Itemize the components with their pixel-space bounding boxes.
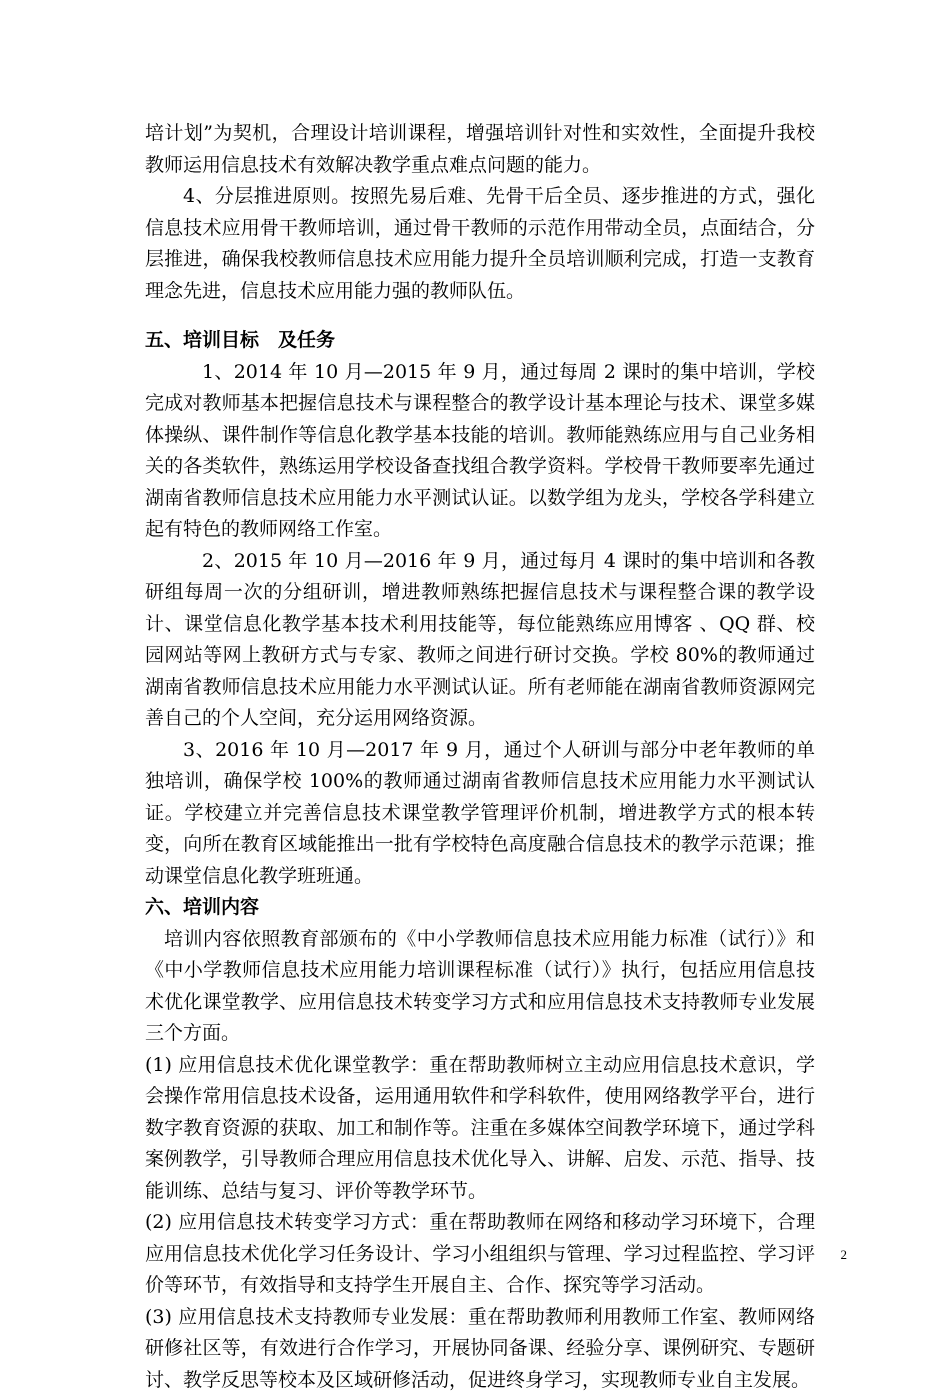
spacer — [145, 307, 815, 325]
document-page — [145, 118, 815, 1396]
section-6-item-3: (3) 应用信息技术支持教师专业发展：重在帮助教师利用教师工作室、教师网络研修社区等，有效进行合作学习，开展协同备课、经验分享、课例研究、专题研讨、教学反思等校本及区域研修活动，促进终身学习，实现教师专业自主发展。 — [145, 1302, 815, 1396]
section-6-item-2: (2) 应用信息技术转变学习方式：重在帮助教师在网络和移动学习环境下，合理应用信息技术优化学习任务设计、学习小组组织与管理、学习过程监控、学习评价等环节，有效指导和支持学生开展自主、合作、探究等学习活动。 — [145, 1207, 815, 1302]
section-6-item-1: (1) 应用信息技术优化课堂教学：重在帮助教师树立主动应用信息技术意识，学会操作常用信息技术设备，运用通用软件和学科软件，使用网络教学平台，进行数字教育资源的获取、加工和制作等。注重在多媒体空间教学环境下，通过学科案例教学，引导教师合理应用信息技术优化导入、讲解、启发、示范、指导、技能训练、总结与复习、评价等教学环节。 — [145, 1050, 815, 1208]
section-6-heading: 六、培训内容 — [145, 892, 815, 924]
section-5-item-1: 1、2014 年 10 月—2015 年 9 月，通过每周 2 课时的集中培训，学校完成对教师基本把握信息技术与课程整合的教学设计基本理论与技术、课堂多媒体操纵、课件制作等信息化教学基本技能的培训。教师能熟练应用与自己业务相关的各类软件，熟练运用学校设备查找组合教学资料。学校骨干教师要率先通过湖南省教师信息技术应用能力水平测试认证。以数学组为龙头，学校各学科建立起有特色的教师网络工作室。 — [145, 357, 815, 546]
paragraph-continued: 培计划”为契机，合理设计培训课程，增强培训针对性和实效性，全面提升我校教师运用信息技术有效解决教学重点难点问题的能力。 — [145, 118, 815, 181]
section-6-intro: 培训内容依照教育部颁布的《中小学教师信息技术应用能力标准（试行）》和《中小学教师信息技术应用能力培训课程标准（试行）》执行，包括应用信息技术优化课堂教学、应用信息技术转变学习方式和应用信息技术支持教师专业发展三个方面。 — [145, 924, 815, 1050]
paragraph-principle-4: 4、分层推进原则。按照先易后难、先骨干后全员、逐步推进的方式，强化信息技术应用骨干教师培训，通过骨干教师的示范作用带动全员，点面结合，分层推进，确保我校教师信息技术应用能力提升全员培训顺利完成，打造一支教育理念先进，信息技术应用能力强的教师队伍。 — [145, 181, 815, 307]
section-5-heading: 五、培训目标 及任务 — [145, 325, 815, 357]
page-number: 2 — [841, 1247, 848, 1263]
section-5-item-2: 2、2015 年 10 月—2016 年 9 月，通过每月 4 课时的集中培训和各教研组每周一次的分组研训，增进教师熟练把握信息技术与课程整合课的教学设计、课堂信息化教学基本技术利用技能等，每位能熟练应用博客 、QQ 群、校园网站等网上教研方式与专家、教师之间进行研讨交换。学校 80%的教师通过湖南省教师信息技术应用能力水平测试认证。所有老师能在湖南省教师资源网完善自己的个人空间，充分运用网络资源。 — [145, 546, 815, 735]
section-5-item-3: 3、2016 年 10 月—2017 年 9 月，通过个人研训与部分中老年教师的单独培训，确保学校 100%的教师通过湖南省教师信息技术应用能力水平测试认证。学校建立并完善信息技术课堂教学管理评价机制，增进教学方式的根本转变，向所在教育区域能推出一批有学校特色高度融合信息技术的教学示范课；推动课堂信息化教学班班通。 — [145, 735, 815, 893]
